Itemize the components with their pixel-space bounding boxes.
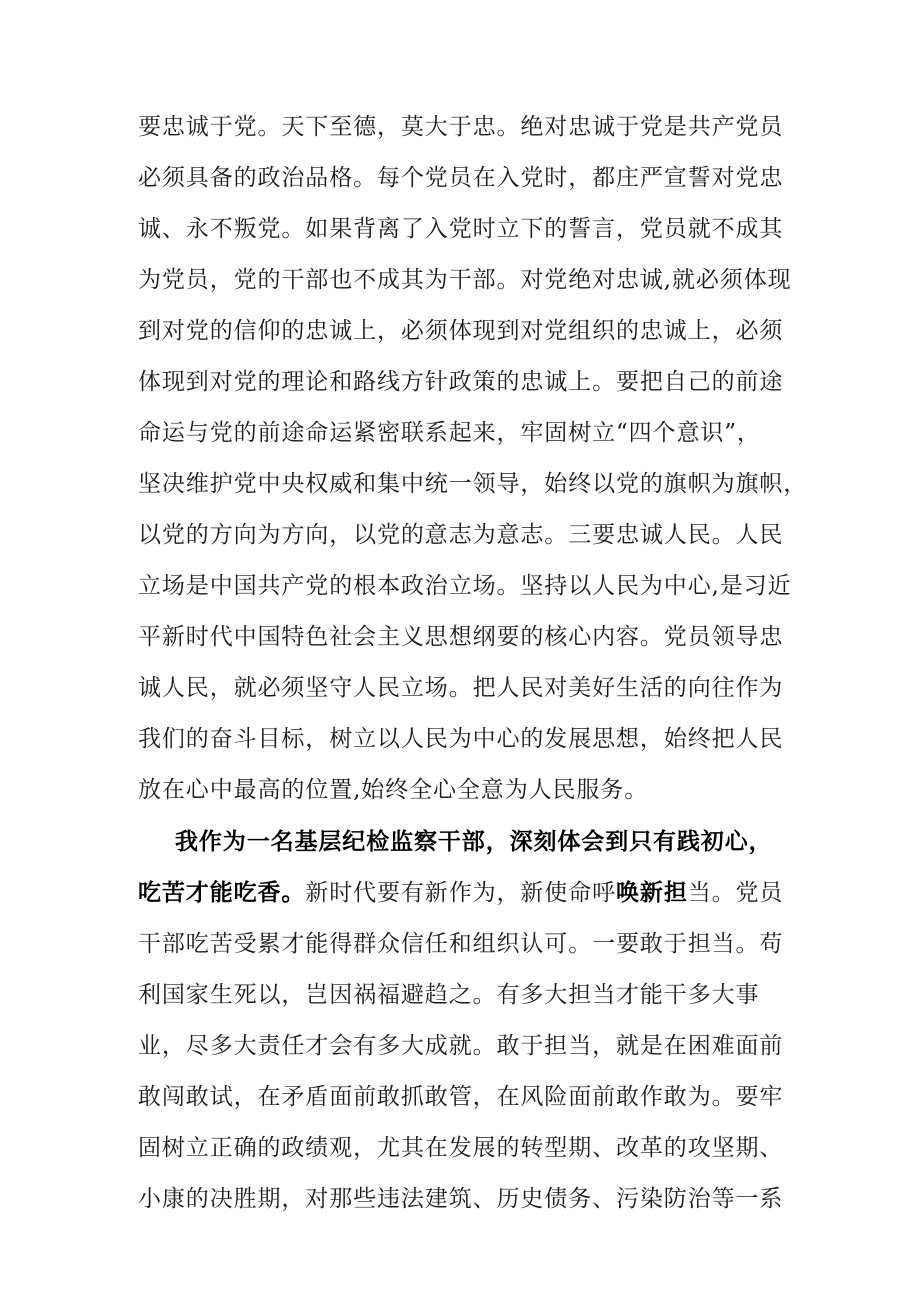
text-line: 小康的决胜期，对那些违法建筑、历史债务、污染防治等一系 <box>138 1186 784 1212</box>
text-line: 为党员，党的干部也不成其为干部。对党绝对忠诚,就必须体现 <box>138 267 792 293</box>
text-line: 业，尽多大责任才会有多大成就。敢于担当，就是在困难面前 <box>138 1033 784 1059</box>
text-line: 命运与党的前途命运紧密联系起来，牢固树立“四个意识”， <box>138 420 761 446</box>
text-line: 放在心中最高的位置,始终全心全意为人民服务。 <box>138 777 649 803</box>
normal-text: 新时代要有新作为，新使命呼 <box>305 880 617 906</box>
text-line: 要忠诚于党。天下至德，莫大于忠。绝对忠诚于党是共产党员 <box>138 114 784 140</box>
text-line: 以党的方向为方向，以党的意志为意志。三要忠诚人民。人民 <box>138 522 784 548</box>
text-line: 立场是中国共产党的根本政治立场。坚持以人民为中心,是习近 <box>138 573 792 599</box>
text-line: 敢闯敢试，在矛盾面前敢抓敢管，在风险面前敢作敢为。要牢 <box>138 1084 784 1110</box>
text-line: 诚、永不叛党。如果背离了入党时立下的誓言，党员就不成其 <box>138 216 784 242</box>
text-line: 利国家生死以，岂因祸福避趋之。有多大担当才能干多大事 <box>138 982 760 1008</box>
text-line: 坚决维护党中央权威和集中统一领导，始终以党的旗帜为旗帜， <box>138 471 808 497</box>
text-line: 我们的奋斗目标，树立以人民为中心的发展思想，始终把人民 <box>138 726 784 752</box>
text-line: 固树立正确的政绩观，尤其在发展的转型期、改革的攻坚期、 <box>138 1135 784 1161</box>
text-line: 到对党的信仰的忠诚上，必须体现到对党组织的忠诚上，必须 <box>138 318 784 344</box>
normal-text: 当。党员 <box>687 880 784 906</box>
text-line: 干部吃苦受累才能得群众信任和组织认可。一要敢于担当。苟 <box>138 931 784 957</box>
text-line: 平新时代中国特色社会主义思想纲要的核心内容。党员领导忠 <box>138 624 784 650</box>
bold-text: 吃苦才能吃香。 <box>138 879 306 906</box>
text-line: 体现到对党的理论和路线方针政策的忠诚上。要把自己的前途 <box>138 369 784 395</box>
text-line-bold: 我作为一名基层纪检监察干部，深刻体会到只有践初心， <box>175 828 773 855</box>
text-line: 诚人民，就必须坚守人民立场。把人民对美好生活的向往作为 <box>138 675 784 701</box>
text-line: 必须具备的政治品格。每个党员在入党时，都庄严宣誓对党忠 <box>138 165 784 191</box>
bold-text: 唤新担 <box>616 879 688 906</box>
text-line-mixed <box>138 873 783 913</box>
